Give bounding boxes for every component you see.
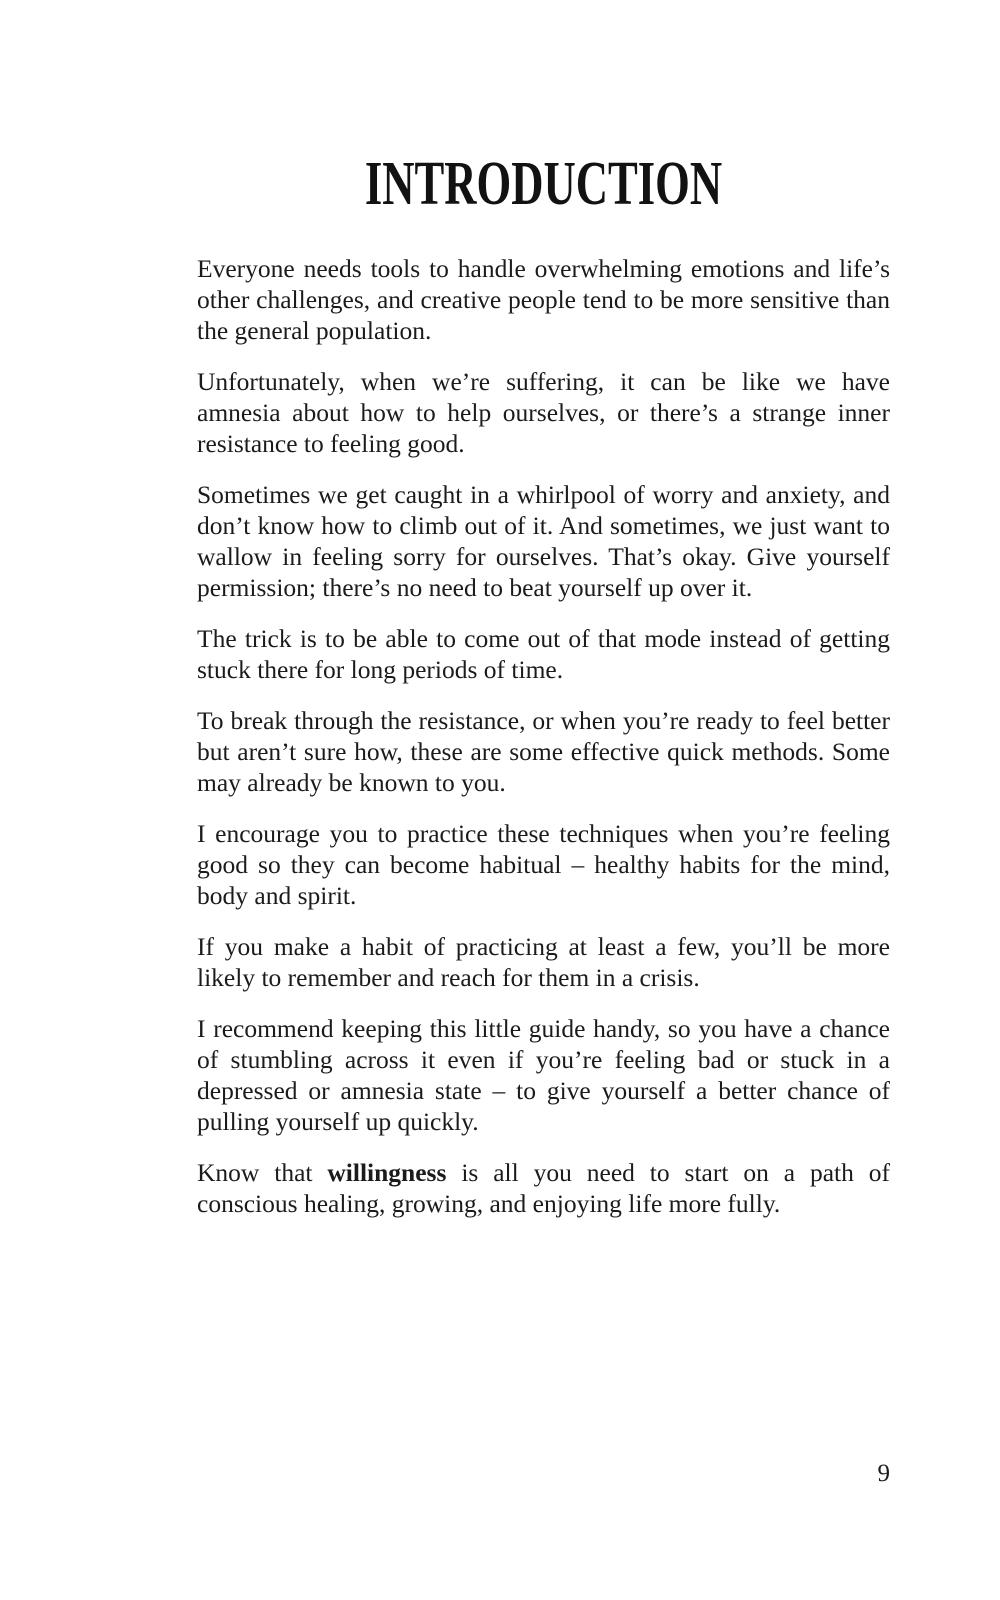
paragraph — [197, 479, 890, 603]
paragraph — [197, 623, 890, 685]
paragraph — [197, 1013, 890, 1137]
page-number: 9 — [877, 1460, 890, 1487]
bold-text-segment: willingness — [327, 1158, 447, 1187]
text-segment: The trick is to be able to come out of that mode instead of getting stuck there for long periods of time. — [197, 624, 890, 684]
text-segment: Sometimes we get caught in a whirlpool of worry and anxiety, and don’t know how to climb out of it. And sometimes, we just want to wallow in feeling sorry for ourselves. That’s okay. Give yourself permission; there’s no need to beat yourself up over it. — [197, 480, 890, 602]
text-segment: Know that — [197, 1158, 328, 1187]
text-segment: I recommend keeping this little guide handy, so you have a chance of stumbling across it even if you’re feeling bad or stuck in a depressed or amnesia state – to give yourself a better chance of pulling yourself up quickly. — [197, 1014, 890, 1136]
text-segment: If you make a habit of practicing at least a few, you’ll be more likely to remember and reach for them in a crisis. — [197, 932, 890, 992]
page-title: INTRODUCTION — [364, 150, 723, 218]
text-segment: is all you need to start on a path of conscious healing, growing, and enjoying life more fully. — [197, 1158, 890, 1218]
text-segment: To break through the resistance, or when you’re ready to feel better but aren’t sure how, these are some effective quick methods. Some may already be known to you. — [197, 706, 890, 797]
text-segment: I encourage you to practice these techniques when you’re feeling good so they can become habitual – healthy habits for the mind, body and spirit. — [197, 819, 890, 910]
paragraph — [197, 253, 890, 346]
text-segment: Everyone needs tools to handle overwhelming emotions and life’s other challenges, and creative people tend to be more sensitive than the general population. — [197, 254, 890, 345]
paragraph — [197, 931, 890, 993]
paragraph — [197, 818, 890, 911]
paragraph — [197, 705, 890, 798]
paragraph — [197, 1157, 890, 1219]
paragraph — [197, 366, 890, 459]
text-segment: Unfortunately, when we’re suffering, it can be like we have amnesia about how to help ourselves, or there’s a strange inner resistance to feeling good. — [197, 367, 890, 458]
paragraphs — [197, 253, 890, 1219]
